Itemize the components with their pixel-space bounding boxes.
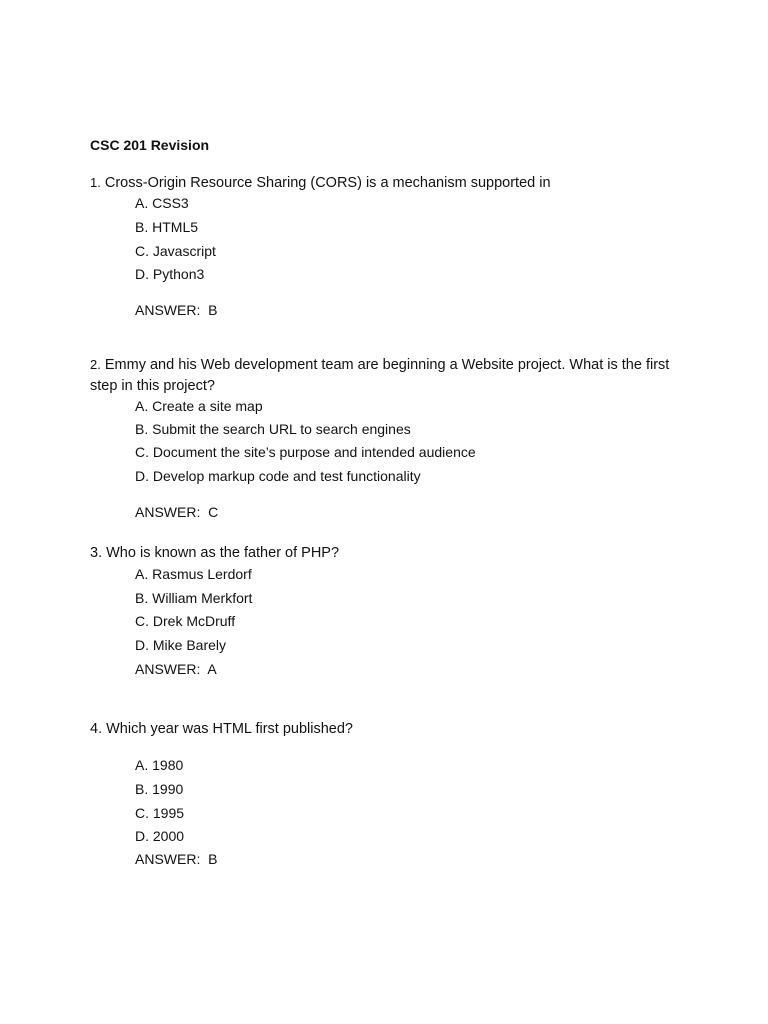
option-4b: B. 1990 — [135, 781, 184, 797]
option-3b: B. William Merkfort — [135, 590, 253, 606]
answer-4: ANSWER: B — [135, 851, 218, 867]
option-4d: D. 2000 — [135, 828, 185, 844]
option-4c: C. 1995 — [135, 805, 185, 821]
option-3c: C. Drek McDruff — [135, 613, 236, 629]
question-1 — [90, 172, 670, 194]
option-2c: C. Document the site’s purpose and intended audience — [135, 444, 476, 460]
question-text: Cross-Origin Resource Sharing (CORS) is a mechanism supported in — [104, 175, 551, 191]
question-4 — [90, 719, 670, 740]
question-3 — [90, 543, 670, 564]
question-number: 4. — [90, 721, 103, 737]
answer-1: ANSWER: B — [135, 302, 218, 318]
option-3a: A. Rasmus Lerdorf — [135, 566, 252, 582]
option-1c: C. Javascript — [135, 243, 216, 259]
answer-3: ANSWER: A — [135, 661, 217, 677]
question-text: Emmy and his Web development team are beginning a Website project. What is the first step in this project? — [90, 357, 670, 394]
question-number: 3. — [90, 545, 103, 561]
option-2a: A. Create a site map — [135, 398, 263, 414]
answer-2: ANSWER: C — [135, 504, 219, 520]
question-2 — [90, 354, 670, 397]
question-number: 1. — [90, 175, 101, 190]
option-3d: D. Mike Barely — [135, 637, 227, 653]
option-2b: B. Submit the search URL to search engines — [135, 421, 411, 437]
option-1b: B. HTML5 — [135, 219, 199, 235]
option-1a: A. CSS3 — [135, 195, 189, 211]
option-4a: A. 1980 — [135, 757, 184, 773]
option-2d: D. Develop markup code and test functionality — [135, 468, 421, 484]
option-1d: D. Python3 — [135, 266, 205, 282]
question-text: Who is known as the father of PHP? — [106, 545, 340, 561]
document-title: CSC 201 Revision — [90, 137, 210, 153]
question-text: Which year was HTML first published? — [106, 721, 353, 737]
question-number: 2. — [90, 357, 101, 372]
